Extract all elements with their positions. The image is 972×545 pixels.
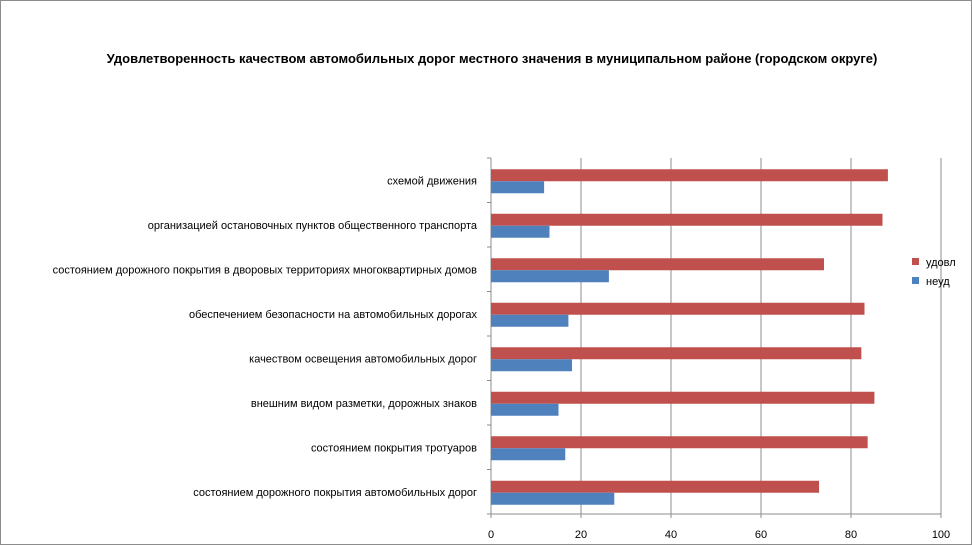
legend-label: удовл	[926, 257, 956, 269]
bar-neud	[491, 226, 550, 238]
category-label: схемой движения	[387, 175, 477, 188]
bar-udovl	[491, 436, 868, 448]
category-label: состоянием дорожного покрытия автомобильных дорог	[193, 486, 477, 499]
category-label: качеством освещения автомобильных дорог	[249, 353, 477, 366]
legend-label: неуд	[926, 276, 950, 288]
bar-neud	[491, 493, 614, 505]
bar-neud	[491, 181, 544, 193]
x-tick-label: 60	[754, 529, 768, 541]
chart-title: Удовлетворенность качеством автомобильных дорог местного значения в муниципальном районе (городском округе)	[106, 51, 878, 66]
x-tick-label: 100	[931, 529, 951, 541]
bar-neud	[491, 448, 565, 460]
bar-udovl	[491, 347, 861, 359]
bar-neud	[491, 270, 609, 282]
bar-neud	[491, 359, 572, 371]
category-label: состоянием дорожного покрытия в дворовых территориях многоквартирных домов	[52, 264, 477, 277]
bar-udovl	[491, 258, 824, 270]
bar-udovl	[491, 169, 888, 181]
x-tick-label: 20	[574, 529, 588, 541]
legend-swatch	[912, 258, 919, 265]
bar-udovl	[491, 392, 874, 404]
bar-neud	[491, 404, 559, 416]
x-tick-label: 80	[844, 529, 858, 541]
bar-udovl	[491, 214, 883, 226]
category-label: внешним видом разметки, дорожных знаков	[250, 397, 477, 410]
x-tick-label: 0	[487, 529, 495, 541]
legend-swatch	[912, 277, 919, 284]
bar-neud	[491, 315, 568, 327]
category-label: состоянием покрытия тротуаров	[310, 442, 477, 455]
bar-udovl	[491, 303, 865, 315]
category-label: организацией остановочных пунктов общественного транспорта	[147, 219, 477, 232]
category-label: обеспечением безопасности на автомобильных дорогах	[189, 308, 477, 321]
bar-udovl	[491, 481, 819, 493]
x-tick-label: 40	[664, 529, 678, 541]
